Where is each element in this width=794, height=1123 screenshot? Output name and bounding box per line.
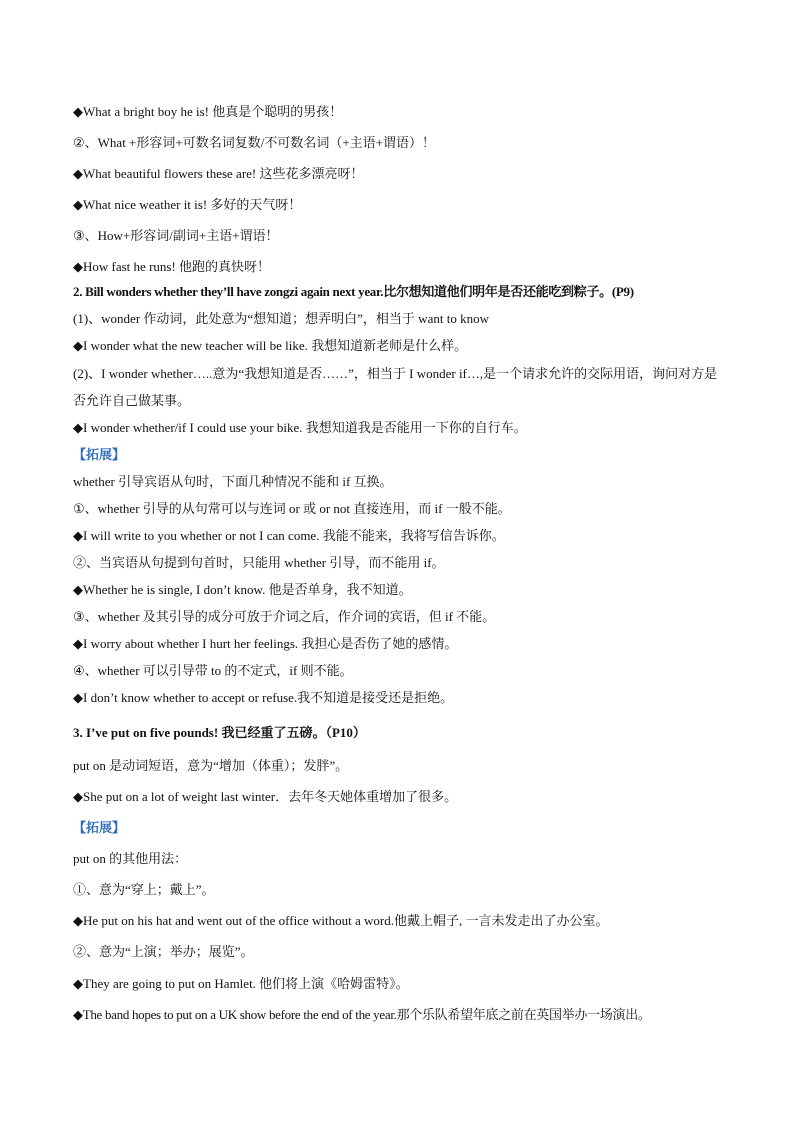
explanation-text: (1)、wonder 作动词，此处意为“想知道；想弄明白”，相当于 want to know	[73, 311, 489, 326]
example-sentence: ◆How fast he runs! 他跑的真快呀！	[73, 259, 271, 274]
example-sentence: ◆I don’t know whether to accept or refuse.我不知道是接受还是拒绝。	[73, 690, 454, 705]
section-heading: 3. I’ve put on five pounds! 我已经重了五磅。（P10）	[73, 725, 366, 740]
example-sentence: ◆What beautiful flowers these are! 这些花多漂亮呀！	[73, 166, 364, 181]
rule-item: ②、意为“上演；举办；展览”。	[73, 944, 254, 959]
expansion-label: 【拓展】	[73, 820, 126, 835]
rule-item: ②、What +形容词+可数名词复数/不可数名词（+主语+谓语）！	[73, 135, 435, 150]
rule-item: ④、whether 可以引导带 to 的不定式，if 则不能。	[73, 663, 353, 678]
example-sentence: ◆I wonder what the new teacher will be like. 我想知道新老师是什么样。	[73, 338, 468, 353]
rule-item: ③、whether 及其引导的成分可放于介词之后，作介词的宾语，但 if 不能。	[73, 609, 496, 624]
example-sentence: ◆The band hopes to put on a UK show before the end of the year.那个乐队希望年底之前在英国举办一场演出。	[73, 1007, 651, 1022]
expansion-label: 【拓展】	[73, 447, 126, 462]
example-sentence: ◆She put on a lot of weight last winter．去年冬天她体重增加了很多。	[73, 789, 458, 804]
rule-item: ①、whether 引导的从句常可以与连词 or 或 or not 直接连用，而 if 一般不能。	[73, 501, 511, 516]
section-heading: 2. Bill wonders whether they’ll have zongzi again next year.比尔想知道他们明年是否还能吃到粽子。(P9)	[73, 284, 634, 299]
rule-item: ②、当宾语从句提到句首时，只能用 whether 引导，而不能用 if。	[73, 555, 445, 570]
example-sentence: ◆They are going to put on Hamlet. 他们将上演《哈姆雷特》。	[73, 976, 409, 991]
explanation-text: whether 引导宾语从句时，下面几种情况不能和 if 互换。	[73, 474, 393, 489]
explanation-text: put on 是动词短语，意为“增加（体重）；发胖”。	[73, 758, 349, 773]
example-sentence: ◆He put on his hat and went out of the office without a word.他戴上帽子, 一言未发走出了办公室。	[73, 913, 609, 928]
example-sentence: ◆Whether he is single, I don’t know. 他是否单身，我不知道。	[73, 582, 412, 597]
example-sentence: ◆What a bright boy he is! 他真是个聪明的男孩！	[73, 104, 343, 119]
example-sentence: ◆What nice weather it is! 多好的天气呀！	[73, 197, 302, 212]
rule-item: ③、How+形容词/副词+主语+谓语！	[73, 228, 279, 243]
explanation-text: (2)、I wonder whether…..意为“我想知道是否……”，相当于 I wonder if…,是一个请求允许的交际用语，询问对方是否允许自己做某事。	[73, 366, 718, 408]
rule-item: ①、意为“穿上；戴上”。	[73, 882, 215, 897]
example-sentence: ◆I will write to you whether or not I can come. 我能不能来，我将写信告诉你。	[73, 528, 505, 543]
example-sentence: ◆I worry about whether I hurt her feelings. 我担心是否伤了她的感情。	[73, 636, 458, 651]
example-sentence: ◆I wonder whether/if I could use your bike. 我想知道我是否能用一下你的自行车。	[73, 420, 527, 435]
explanation-text: put on 的其他用法：	[73, 851, 188, 866]
